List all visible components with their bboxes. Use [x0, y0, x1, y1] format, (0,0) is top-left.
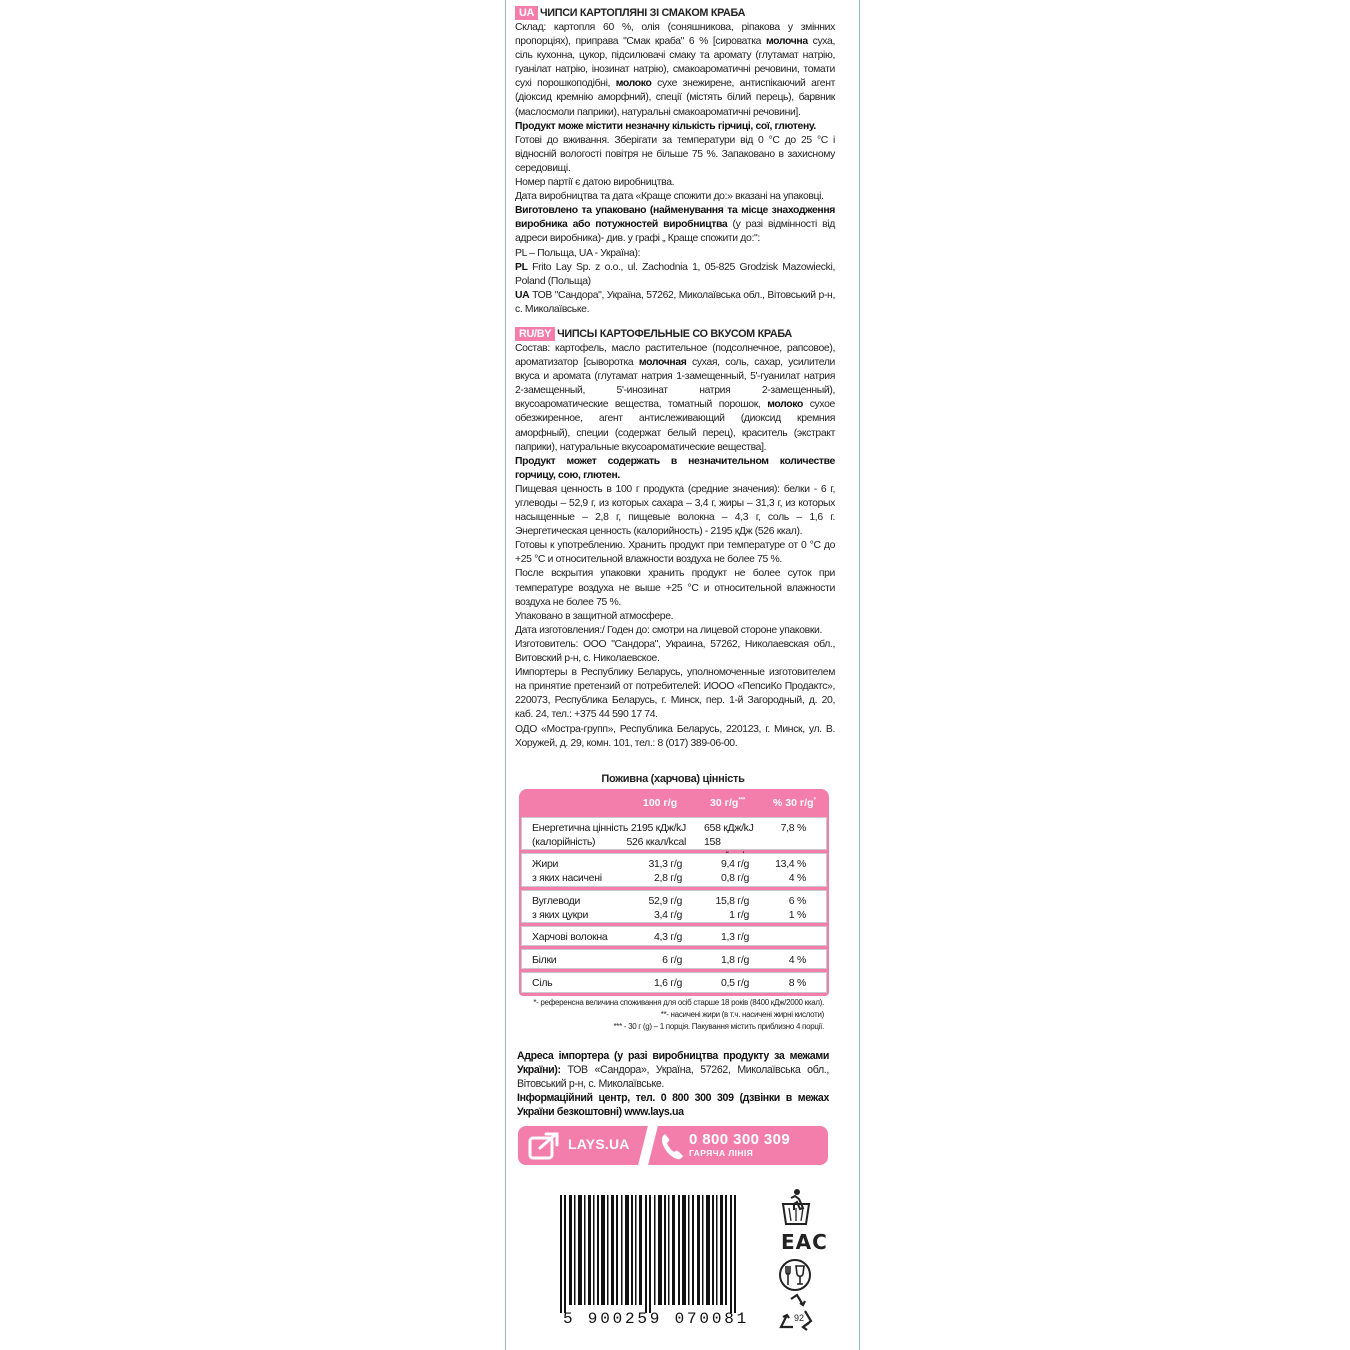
table-row: Сіль 1,6 г/g 0,5 г/g 8 % — [521, 972, 827, 993]
col-30g: 30 г/g*** — [710, 797, 746, 809]
eac-mark: EAC — [781, 1230, 828, 1254]
ua-dates: Дата виробництва та дата «Краще спожити до:» вказані на упаковці. — [515, 191, 824, 203]
importer-info: Адреса імпортера (у разі виробництва продукту за межами України): ТОВ «Сандора», Україна, 57262, Миколаївська обл., Вітовський р-н, с. Миколаївське. Інформаційний центр, тел. 0 800 300 309 (дзвінки в межах України безкоштовні) www.lays.ua — [517, 1050, 829, 1119]
ua-heading — [515, 6, 835, 21]
ua-pl-address: PL Frito Lay Sp. z o.o., ul. Zachodnia 1, 05-825 Grodzisk Mazowiecki, Poland (Польща) — [515, 261, 835, 287]
nutrition-header — [519, 789, 829, 816]
ru-title: ЧИПСЫ КАРТОФЕЛЬНЫЕ СО ВКУСОМ КРАБА — [557, 327, 792, 340]
ru-allergen: Продукт может содержать в незначительном количестве горчицу, сою, глютен. — [515, 455, 835, 481]
phone-icon — [660, 1132, 684, 1160]
contact-pill — [518, 1126, 828, 1165]
external-link-icon — [528, 1132, 560, 1160]
ua-batch: Номер партії є датою виробництва. — [515, 177, 675, 189]
table-row: Харчові волокна 4,3 г/g 1,3 г/g — [521, 926, 827, 946]
barcode-number: 5 900259 070081 — [563, 1310, 750, 1328]
trash-bin-icon — [781, 1188, 811, 1226]
ru-heading — [515, 327, 835, 342]
col-100g: 100 г/g — [643, 797, 678, 809]
nutrition-title: Поживна (харчова) цінність — [601, 773, 745, 785]
ua-allergen: Продукт може містити незначну кількість гірчиці, сої, глютену. — [515, 120, 816, 132]
ru-tag: RU/BY — [515, 327, 555, 341]
food-contact-icon — [778, 1258, 812, 1292]
nutrition-table — [519, 816, 829, 996]
ua-tag: UA — [515, 6, 538, 20]
label-text — [515, 6, 835, 751]
nutrition-footnotes: *- референсна величина споживання для осіб старше 18 років (8400 кДж/2000 ккал). **- насичені жири (в т.ч. насичені жирні кислоти) *** - 30 г (g) – 1 порція. Пакування містить приблизно 4 порції. — [533, 998, 824, 1031]
ru-odo: ОДО «Мостра-групп», Республика Беларусь, 220123, г. Минск, ул. В. Хоружей, д. 29, комн. 101, тел.: 8 (017) 389-06-00. — [515, 723, 835, 749]
ru-after-open: После вскрытия упаковки хранить продукт не более суток при температуре воздуха не выше +25 °С и относительной влажности воздуха не более 75 %. — [515, 568, 835, 608]
ua-ua-address: UA ТОВ "Сандора", Україна, 57262, Миколаївська обл., Вітовський р-н, с. Миколаївське. — [515, 289, 835, 315]
col-pct: % 30 г/g* — [773, 797, 816, 809]
ru-storage: Готовы к употреблению. Хранить продукт при температуре от 0 °С до +25 °С и относительной влажности воздуха не более 75 %. — [515, 540, 835, 566]
ua-title: ЧИПСИ КАРТОПЛЯНІ ЗІ СМАКОМ КРАБА — [540, 7, 746, 19]
table-row: Жири з яких насичені 31,3 г/g 2,8 г/g 9,4 г/g 0,8 г/g 13,4 % 4 % — [521, 853, 827, 887]
ua-storage: Готові до вживання. Зберігати за температури від 0 °С до 25 °С і відносній вологості повітря не більше 75 %. Запаковано в захисному середовищі. — [515, 134, 835, 174]
recycle-icon — [775, 1293, 819, 1333]
phone-number[interactable]: 0 800 300 309 — [689, 1131, 791, 1148]
svg-text:92: 92 — [794, 1313, 805, 1323]
ua-made: Виготовлено та упаковано (найменування та місце знаходження виробника або потужностей виробництва (у разі відмінності від адреси виробника)- див. у графі „ Краще спожити до:": — [515, 205, 835, 245]
ru-importers: Импортеры в Республику Беларусь, уполномоченные изготовителем на принятие претензий от потребителей: ИООО «ПепсиКо Продактс», 220073, Республика Беларусь, г. Минск, пер. 1-й Загородный, д. 20, каб. 24, тел.: +375 44 590 17 74. — [515, 667, 835, 721]
table-row: Вуглеводи з яких цукри 52,9 г/g 3,4 г/g 15,8 г/g 1 г/g 6 % 1 % — [521, 890, 827, 923]
ru-maker: Изготовитель: ООО "Сандора", Украина, 57262, Николаевская обл., Витовский р-н, с. Николаевское. — [515, 638, 835, 665]
hotline-label: ГАРЯЧА ЛІНІЯ — [689, 1148, 754, 1158]
ru-nutrition: Пищевая ценность в 100 г продукта (средние значения): белки - 6 г, углеводы – 52,9 г, из которых сахара – 3,4 г, жиры – 31,3 г, из которых насыщенные – 2,8 г, пищевые волокна – 4,3 г, соль – 1,6 г. Энергетическая ценность (калорийность) - 2195 кДж (526 ккал). — [515, 483, 835, 538]
table-row: Енергетична цінність (калорійність) 2195 кДж/kJ 526 ккал/kcal 658 кДж/kJ 158 7,8 % — [521, 817, 827, 850]
table-row: Білки 6 г/g 1,8 г/g 4 % — [521, 949, 827, 969]
barcode — [560, 1195, 740, 1313]
ru-composition: Состав: картофель, масло растительное (подсолнечное, рапсовое), ароматизатор [сыворотка молочная сухая, соль, сахар, усилители вкуса и аромата (глутамат натрия 1-замещенный, 5'-гуанилат натрия 2-замещенный, 5'-инозинат натрия 2-замещенный), вкусоароматические вещества, томатный порошок, молоко сухое обезжиренное, агент антислеживающий (диоксид кремния аморфный), специи (содержат белый перец), краситель (экстракт паприки), натуральные вкусоароматические вещества]. — [515, 342, 836, 453]
ua-composition: Склад: картопля 60 %, олія (соняшникова, ріпакова у змінних пропорціях), приправа "Смак краба" 6 % [сироватка молочна суха, сіль кухонна, цукор, підсилювачі смаку та аромату (глутамат натрію, гуанілат натрію, інозинат натрію), смакоароматичні речовини, томати сухі порошкоподібні, молоко сухе знежирене, антиспікаючий агент (діоксид кремнію аморфний), спеції (містять білий перець), барвник (маслосмоли паприки), натуральні смакоароматичні речовини]. — [515, 22, 836, 118]
ru-packed: Упаковано в защитной атмосфере. — [515, 610, 674, 622]
site-link[interactable]: LAYS.UA — [568, 1136, 630, 1152]
ru-dates: Дата изготовления:/ Годен до: смотри на лицевой стороне упаковки. — [515, 624, 823, 636]
ua-codes: PL – Польща, UA - Україна): — [515, 247, 641, 259]
